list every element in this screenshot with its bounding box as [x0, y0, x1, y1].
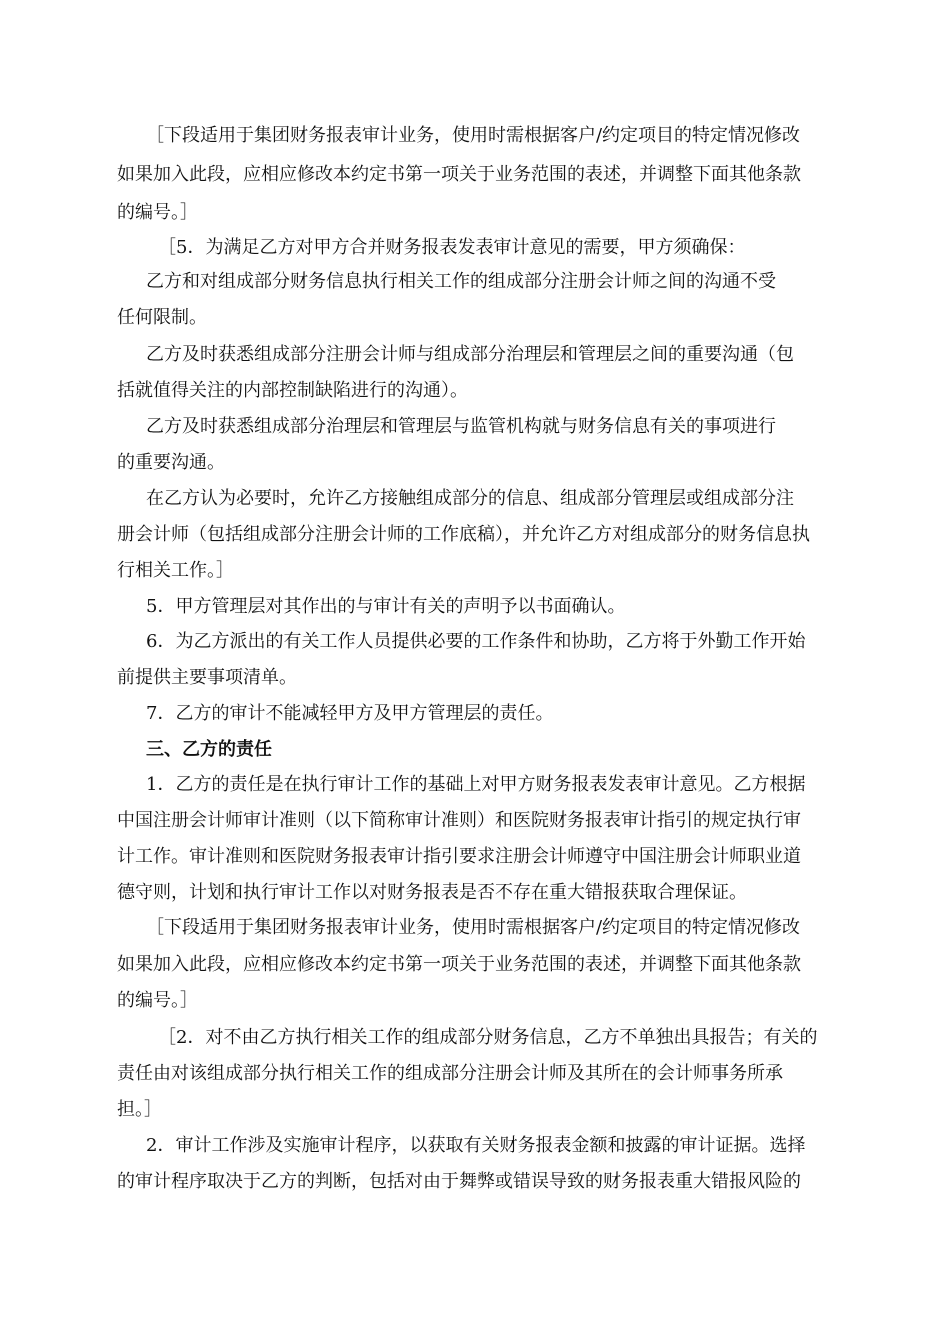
text-line: 担。］	[117, 1099, 162, 1120]
text-line: 前提供主要事项清单。	[117, 667, 297, 688]
text-line: 2．审计工作涉及实施审计程序，以获取有关财务报表金额和披露的审计证据。选择	[146, 1135, 806, 1156]
text-line: 如果加入此段，应相应修改本约定书第一项关于业务范围的表述，并调整下面其他条款	[117, 954, 801, 975]
text-line: ［5．为满足乙方对甲方合并财务报表发表审计意见的需要，甲方须确保：	[158, 237, 746, 258]
text-line: 6．为乙方派出的有关工作人员提供必要的工作条件和协助，乙方将于外勤工作开始	[146, 631, 806, 652]
text-line: 的编号。］	[117, 990, 198, 1011]
text-line: 如果加入此段，应相应修改本约定书第一项关于业务范围的表述，并调整下面其他条款	[117, 164, 801, 185]
text-line: 任何限制。	[117, 307, 207, 328]
text-line: ［下段适用于集团财务报表审计业务，使用时需根据客户/约定项目的特定情况修改	[146, 917, 801, 938]
section-heading: 三、乙方的责任	[146, 739, 272, 760]
text-line: 括就值得关注的内部控制缺陷进行的沟通）。	[117, 380, 468, 401]
text-line: 责任由对该组成部分执行相关工作的组成部分注册会计师及其所在的会计师事务所承	[117, 1063, 783, 1084]
text-line: 乙方及时获悉组成部分注册会计师与组成部分治理层和管理层之间的重要沟通（包	[146, 344, 794, 365]
text-line: 计工作。审计准则和医院财务报表审计指引要求注册会计师遵守中国注册会计师职业道	[117, 846, 801, 867]
text-line: 1．乙方的责任是在执行审计工作的基础上对甲方财务报表发表审计意见。乙方根据	[146, 774, 806, 795]
text-line: 行相关工作。］	[117, 560, 234, 581]
text-line: 的审计程序取决于乙方的判断，包括对由于舞弊或错误导致的财务报表重大错报风险的	[117, 1171, 801, 1192]
text-line: 德守则，计划和执行审计工作以对财务报表是否不存在重大错报获取合理保证。	[117, 882, 747, 903]
text-line: 册会计师（包括组成部分注册会计师的工作底稿），并允许乙方对组成部分的财务信息执	[117, 524, 810, 545]
text-line: 中国注册会计师审计准则（以下简称审计准则）和医院财务报表审计指引的规定执行审	[117, 810, 801, 831]
text-line: 的编号。］	[117, 202, 198, 223]
text-line: 乙方及时获悉组成部分治理层和管理层与监管机构就与财务信息有关的事项进行	[146, 416, 776, 437]
text-line: 乙方和对组成部分财务信息执行相关工作的组成部分注册会计师之间的沟通不受	[146, 271, 776, 292]
text-line: 5．甲方管理层对其作出的与审计有关的声明予以书面确认。	[146, 596, 626, 617]
text-line: 在乙方认为必要时，允许乙方接触组成部分的信息、组成部分管理层或组成部分注	[146, 488, 794, 509]
text-line: 7．乙方的审计不能减轻甲方及甲方管理层的责任。	[146, 703, 554, 724]
text-line: ［2．对不由乙方执行相关工作的组成部分财务信息，乙方不单独出具报告；有关的	[158, 1027, 818, 1048]
text-line: 的重要沟通。	[117, 452, 225, 473]
text-line: ［下段适用于集团财务报表审计业务，使用时需根据客户/约定项目的特定情况修改	[146, 125, 801, 146]
